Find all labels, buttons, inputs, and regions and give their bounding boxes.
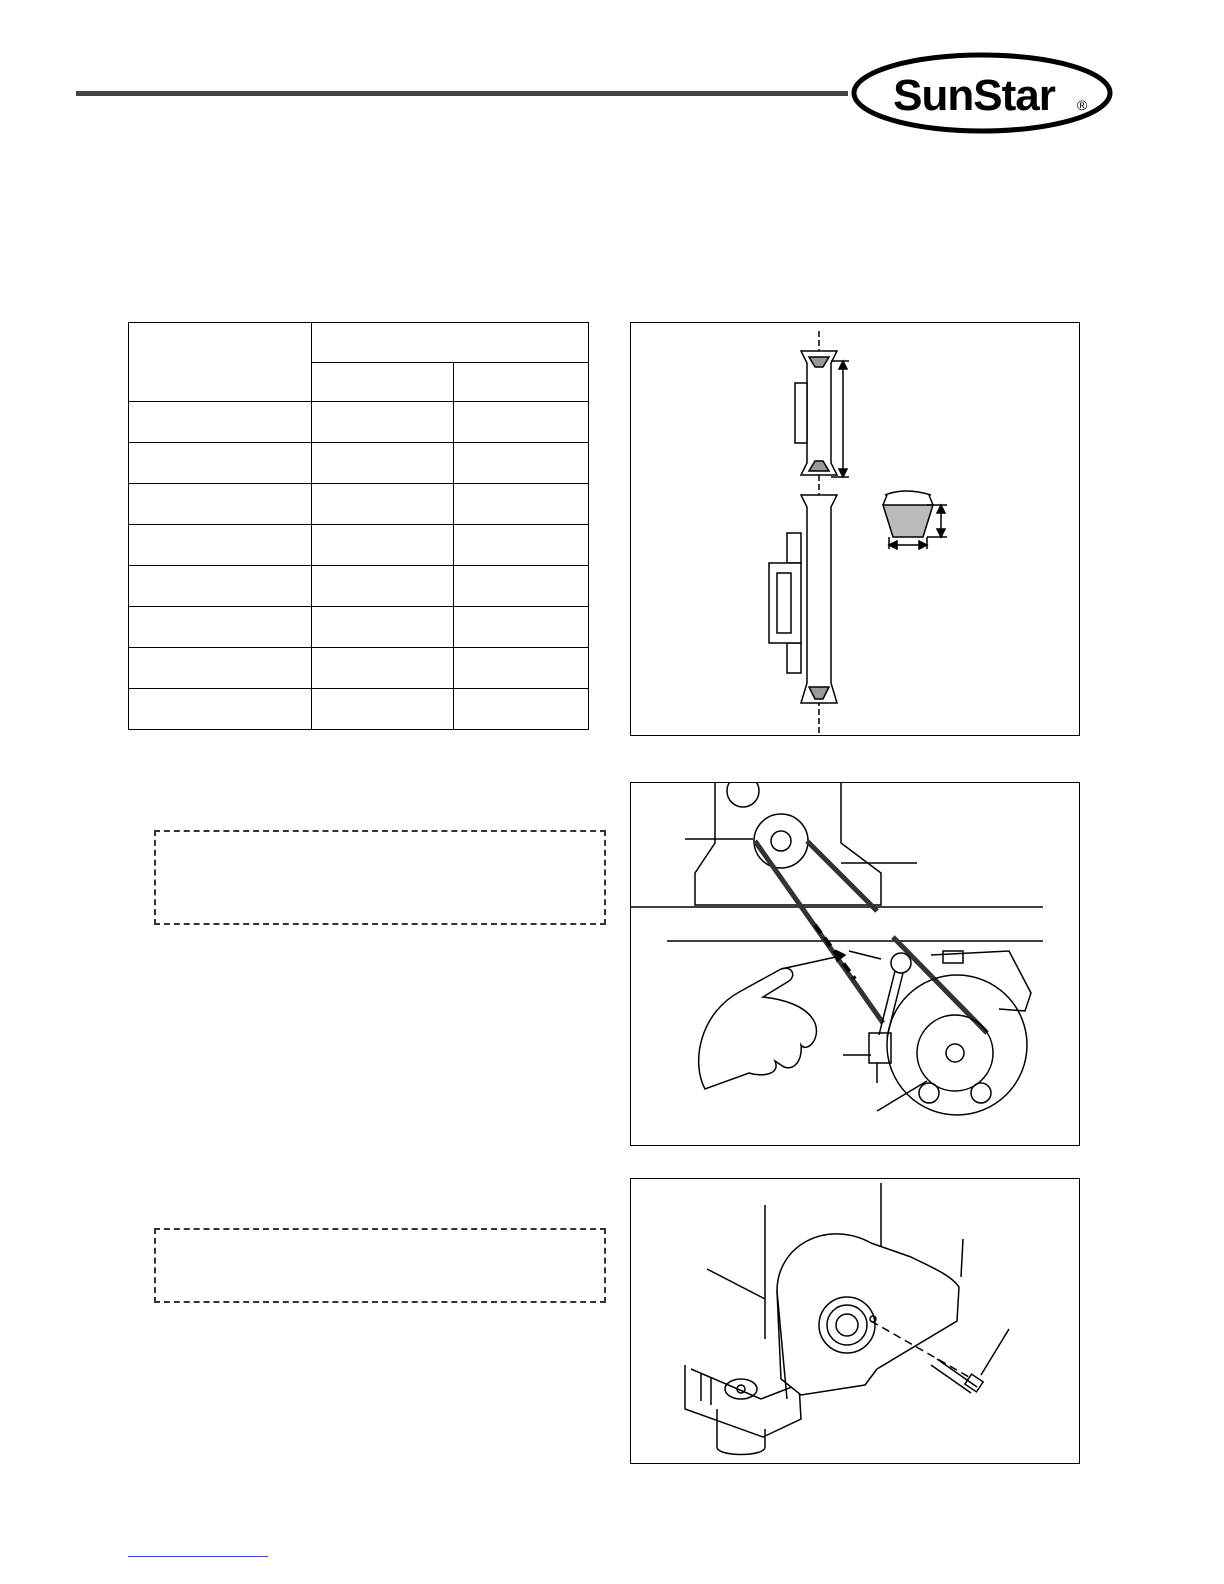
table-row: [129, 525, 589, 566]
footer-link-underline[interactable]: [128, 1556, 268, 1557]
note-box: [154, 1228, 606, 1303]
pulley-diagram: [630, 322, 1080, 736]
registered-mark: ®: [1076, 97, 1088, 113]
table-subheader-cell: [454, 362, 589, 402]
table-row: [129, 607, 589, 648]
sunstar-logo: [848, 50, 1116, 136]
belt-spec-table: [128, 322, 589, 730]
pulley-and-belt-section-icon: [631, 323, 1079, 735]
table-row: [129, 689, 589, 730]
belt-cover-installation-icon: [631, 1179, 1079, 1463]
table-row: [129, 443, 589, 484]
table-subheader-cell: [312, 362, 454, 402]
table-row: [129, 402, 589, 443]
logo-wordmark: SunStar: [893, 71, 1055, 120]
note-box: [154, 830, 606, 925]
table-header-cell: [312, 323, 589, 363]
table-header-cell: [129, 323, 312, 402]
table-row: [129, 484, 589, 525]
belt-tension-check-icon: [631, 783, 1079, 1145]
header-rule: [76, 91, 848, 96]
belt-cover-diagram: [630, 1178, 1080, 1464]
belt-tension-diagram: [630, 782, 1080, 1146]
table-row: [129, 648, 589, 689]
table-row: [129, 566, 589, 607]
